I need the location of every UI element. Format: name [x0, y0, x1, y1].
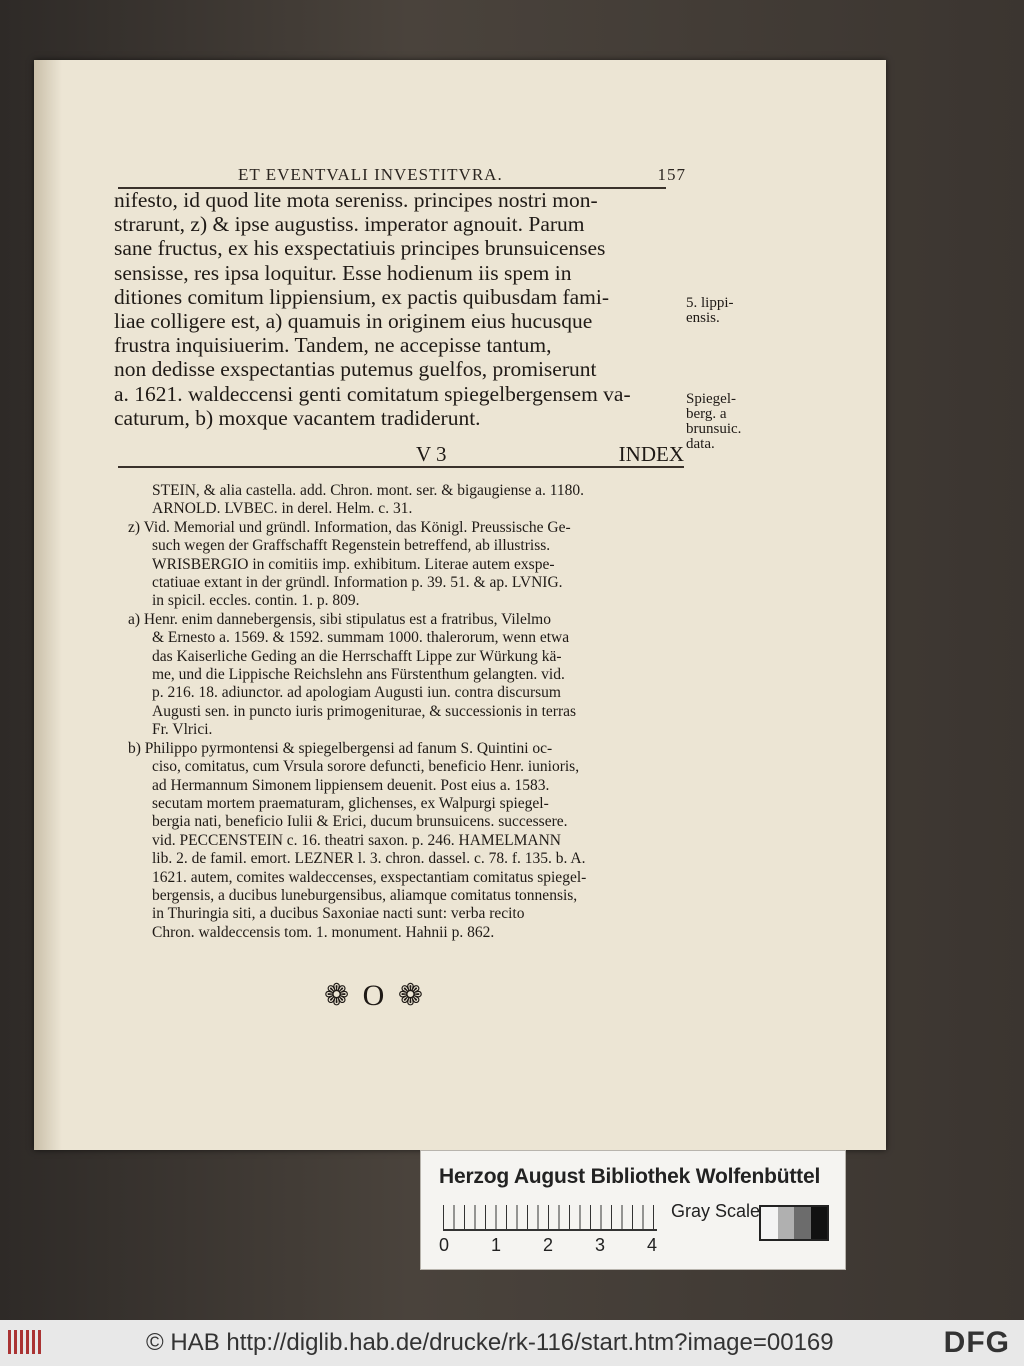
footnote-line: 1621. autem, comites waldeccenses, exspectantiam comitatus spiegel-	[152, 868, 587, 886]
copyright-link[interactable]: © HAB http://diglib.hab.de/drucke/rk-116/start.htm?image=00169	[146, 1329, 834, 1356]
gray-scale-label: Gray Scale	[671, 1201, 761, 1221]
footnote-line: in Thuringia siti, a ducibus Saxoniae nacti sunt: verba recito	[152, 905, 525, 923]
margin-line: brunsuic.	[686, 421, 742, 437]
book-page	[34, 60, 886, 1150]
text-line: frustra inquisiuerim. Tandem, ne accepisse tantum,	[114, 333, 552, 358]
catchword: INDEX	[618, 442, 684, 466]
text-line: non dedisse exspectantias putemus guelfos, promiserunt	[114, 357, 597, 382]
hab-logo-icon	[8, 1330, 44, 1354]
footnote-line: ad Hermannum Simonem lippiensem deuenit. Post eius a. 1583.	[152, 776, 550, 794]
footnote-line: ciso, comitatus, cum Vrsula sorore defuncti, beneficio Henr. iunioris,	[152, 758, 580, 776]
footnote-mark: b)	[128, 739, 141, 757]
footnote-line: Vid. Memorial und gründl. Information, das Königl. Preussische Ge-	[143, 518, 571, 536]
footnote-line: WRISBERGIO in comitiis imp. exhibitum. Literae autem exspe-	[152, 555, 555, 573]
footnote-line: p. 216. 18. adiunctor. ad apologiam Augusti iun. contra discursum	[152, 684, 561, 702]
footnote-line: Fr. Vlrici.	[152, 721, 213, 739]
footnote-line: me, und die Lippische Reichslehn ans Fürstenthum gelangten. vid.	[152, 666, 565, 684]
footnote-line: Henr. enim dannebergensis, sibi stipulatus est a fratribus, Vilelmo	[143, 610, 551, 628]
gray-swatch	[794, 1207, 811, 1239]
text-line: strarunt, z) & ipse augustiss. imperator agnouit. Parum	[114, 212, 585, 237]
ruler-number: 4	[647, 1235, 658, 1255]
printer-ornament	[324, 978, 429, 1013]
page-number: 157	[657, 165, 686, 184]
text-line: sensisse, res ipsa loquitur. Esse hodienum iis spem in	[114, 260, 572, 285]
gray-scale-swatches	[759, 1205, 829, 1241]
ruler-number: 1	[491, 1235, 502, 1255]
footnote-line: secutam mortem praematuram, glichenses, ex Walpurgi spiegel-	[152, 794, 549, 812]
footnote-line: vid. PECCENSTEIN c. 16. theatri saxon. p. 246. HAMELMANN	[152, 831, 561, 849]
library-name: Herzog August Bibliothek Wolfenbüttel	[439, 1165, 821, 1188]
library-color-target	[420, 1150, 846, 1270]
scale-ruler	[443, 1205, 657, 1231]
footnote-line: bergensis, a ducibus luneburgensibus, aliamque comitatus tonnensis,	[152, 886, 578, 904]
footnotes	[124, 482, 682, 942]
flower-ornament-icon: ❁	[324, 979, 350, 1012]
footnote-line: lib. 2. de famil. emort. LEZNER l. 3. chron. dassel. c. 78. f. 135. b. A.	[152, 850, 586, 868]
footnote-mark: a)	[128, 610, 141, 628]
text-line: nifesto, id quod lite mota sereniss. principes nostri mon-	[114, 188, 598, 212]
footnote-a	[124, 611, 682, 628]
footnote-line: & Ernesto a. 1569. & 1592. summam 1000. thalerorum, wenn etwa	[152, 629, 570, 647]
running-head	[118, 165, 686, 189]
text-line: a. 1621. waldeccensi genti comitatum spiegelbergensem va-	[114, 381, 631, 406]
margin-note-lippiensis	[686, 296, 766, 326]
footnote-b	[124, 740, 682, 757]
gray-swatch	[761, 1207, 778, 1239]
margin-line: data.	[686, 436, 715, 452]
footnote-line: das Kaiserliche Geding an die Herrschafft Lippe zur Würkung kä-	[152, 647, 562, 665]
page-gutter-shadow	[34, 60, 62, 1150]
footnote-line: Philippo pyrmontensi & spiegelbergensi ad fanum S. Quintini oc-	[144, 739, 553, 757]
footnote-mark: z)	[128, 518, 141, 536]
viewer-footer	[0, 1320, 1024, 1366]
ruler-number: 0	[439, 1235, 450, 1255]
running-head-title: ET EVENTVALI INVESTITVRA.	[238, 165, 503, 184]
margin-line: berg. a	[686, 406, 727, 422]
footnote-line: bergia nati, beneficio Iulii & Erici, ducum brunsuicens. successere.	[152, 813, 568, 831]
text-line: ditiones comitum lippiensium, ex pactis quibusdam fami-	[114, 284, 610, 309]
signature-line	[118, 442, 684, 468]
footnote-line: Chron. waldeccensis tom. 1. monument. Hahnii p. 862.	[152, 923, 495, 941]
text-line: caturum, b) moxque vacantem tradiderunt.	[114, 405, 481, 430]
flower-ornament-icon: ❁	[397, 979, 423, 1012]
main-text	[114, 188, 684, 430]
ruler-number: 3	[595, 1235, 606, 1255]
footnote-line: Augusti sen. in puncto iuris primogeniturae, & successionis in terras	[152, 702, 577, 720]
margin-line: ensis.	[686, 310, 720, 326]
text-line: sane fructus, ex his exspectatiuis principes brunsuicenses	[114, 236, 606, 261]
ornament-center: O	[362, 979, 385, 1012]
signature-mark: V 3	[416, 442, 447, 466]
margin-line: Spiegel-	[686, 391, 736, 407]
footnote-line: ARNOLD. LVBEC. in derel. Helm. c. 31.	[152, 500, 413, 518]
gray-swatch	[778, 1207, 795, 1239]
text-line: liae colligere est, a) quamuis in originem eius hucusque	[114, 309, 593, 334]
gray-swatch	[811, 1207, 828, 1239]
footnote-line: in spicil. eccles. contin. 1. p. 809.	[152, 592, 360, 610]
ruler-number: 2	[543, 1235, 554, 1255]
footnote-line: STEIN, & alia castella. add. Chron. mont. ser. & bigaugiense a. 1180.	[152, 482, 585, 499]
footnote-line: such wegen der Graffschafft Regenstein betreffend, ab illustriss.	[152, 537, 551, 555]
footnote-line: ctatiuae extant in der gründl. Information p. 39. 51. & ap. LVNIG.	[152, 574, 563, 592]
dfg-logo: DFG	[943, 1326, 1010, 1359]
footnote-z	[124, 519, 682, 536]
margin-line: 5. lippi-	[686, 295, 734, 311]
margin-note-spiegelberg	[686, 392, 766, 452]
